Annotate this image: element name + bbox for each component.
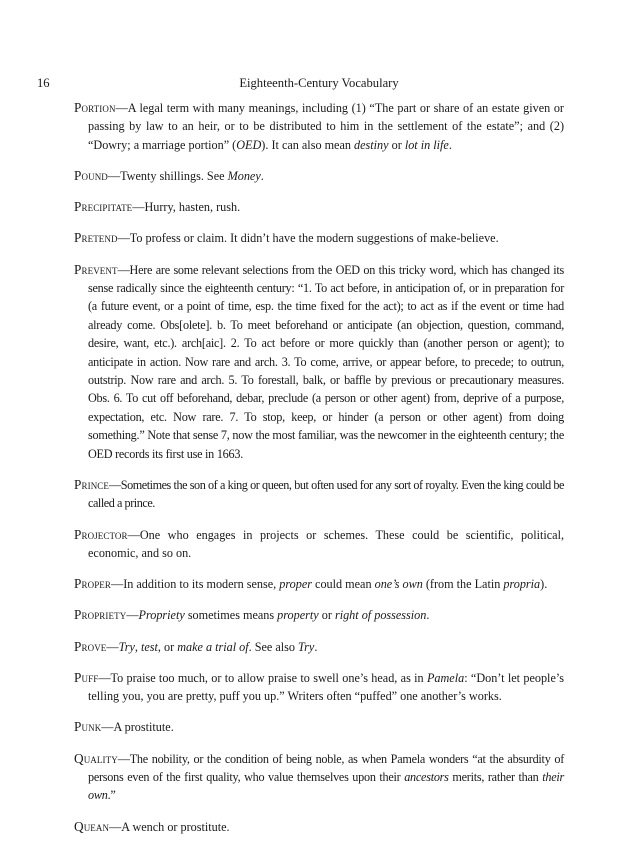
entry-text: —Hurry, hasten, rush.: [132, 200, 241, 215]
entry-text: . See also: [248, 639, 299, 654]
entry-text: or: [318, 608, 335, 623]
entry-text: —A wench or prostitute.: [109, 819, 230, 834]
entry-text: —To profess or claim. It didn’t have the modern suggestions of make-believe.: [117, 231, 499, 246]
entry-text: .: [260, 169, 264, 184]
entry-text: —Here are some relevant selections from the OED on this tricky word, which has changed its sense radically since the eighteenth century: “1. To act before, in anticipation of, or in preparation for (a future event, or a point of time, esp. the time fixed for the act); to act as if the event or time had already come. Obs[olete]. b. To meet beforehand or anticipate (an objection, question, command, desire, want, etc.). arch[aic]. 2. To act before or more quickly than (another person or agent); to anticipate in action. Now rare and arch. 3. To come, arrive, or appear before, to precede; to outrun, outstrip. Now rare and arch. 5. To forestall, balk, or baffle by previous or precautionary measures. Obs. 6. To cut off beforehand, debar, preclude (a person or other agent) from, deprive of a purpose, expectation, etc. Now rare. 7. To stop, keep, or hinder (a person or other agent) from doing something.” Note that sense 7, now the most familiar, was the newcomer in the eighteenth century; the OED records its first use in 1663.: [88, 262, 564, 461]
entry-text: sometimes means: [184, 608, 278, 623]
glossary-entry-prove: [74, 638, 564, 656]
entry-text: .: [426, 608, 430, 623]
glossary-entry-pound: [74, 167, 564, 185]
glossary-entry-projector: [74, 526, 564, 563]
entry-term: Quality: [74, 750, 118, 766]
entry-italic-text: Propriety: [138, 608, 185, 623]
entry-text: ).: [540, 577, 548, 592]
entry-text: —A prostitute.: [101, 720, 174, 735]
entry-text: —One who engages in projects or schemes. These could be scientific, political, economic, and so on.: [88, 527, 564, 560]
entry-italic-text: one’s own: [374, 577, 423, 592]
entry-italic-text: test: [140, 639, 158, 654]
entry-text: .: [314, 639, 318, 654]
glossary-entry-prevent: [74, 261, 564, 463]
glossary-entry-portion: [74, 99, 564, 154]
entry-term: Prince: [74, 476, 109, 492]
entry-italic-text: their own: [88, 769, 564, 803]
entry-text: ). It can also mean: [261, 137, 355, 152]
glossary-entry-quean: [74, 818, 564, 836]
running-title: Eighteenth-Century Vocabulary: [239, 76, 399, 90]
entry-italic-text: make a trial of: [177, 639, 249, 654]
entry-term: Precipitate: [74, 199, 133, 215]
entry-text: : “Don’t let people’s telling you, you are pretty, puff you up.” Writers often “puffed” one another’s works.: [88, 670, 564, 704]
entry-text: (from the Latin: [422, 577, 504, 592]
entry-text: could mean: [311, 577, 375, 592]
entry-italic-text: propria: [503, 577, 541, 592]
entry-text: —A legal term with many meanings, including (1) “The part or share of an estate given or passing by law to an heir, or to be distributed to him in the settlement of the estate”; and (2) “Dowry; a marriage portion” (: [88, 101, 564, 152]
entry-term: Prove: [74, 638, 107, 654]
entry-text: —: [126, 608, 139, 623]
entry-text: , or: [157, 639, 178, 654]
entry-text: ,: [134, 639, 141, 654]
entry-italic-text: destiny: [354, 137, 389, 152]
entry-italic-text: ancestors: [404, 769, 449, 784]
glossary-entry-propriety: [74, 606, 564, 624]
page-header: [37, 76, 601, 92]
page-number: 16: [37, 76, 50, 90]
entry-italic-text: Try: [298, 639, 315, 654]
entry-text: —To praise too much, or to allow praise to swell one’s head, as in: [98, 670, 427, 685]
entry-term: Projector: [74, 526, 128, 542]
glossary-entry-precipitate: [74, 198, 564, 216]
glossary-entry-quality: [74, 750, 564, 805]
glossary-entry-punk: [74, 718, 564, 736]
glossary-entries: [74, 99, 564, 849]
entry-term: Prevent: [74, 261, 118, 277]
entry-italic-text: lot in life: [404, 137, 449, 152]
entry-text: or: [388, 137, 405, 152]
entry-term: Portion: [74, 100, 116, 115]
glossary-entry-pretend: [74, 229, 564, 247]
entry-text: —Twenty shillings. See: [107, 169, 228, 184]
entry-italic-text: property: [277, 608, 319, 623]
entry-term: Pretend: [74, 230, 118, 246]
entry-text: merits, rather than: [448, 769, 543, 784]
entry-term: Puff: [74, 669, 99, 685]
glossary-entry-proper: [74, 575, 564, 593]
entry-term: Punk: [74, 719, 102, 735]
entry-text: —: [106, 639, 119, 654]
entry-italic-text: Pamela: [426, 670, 465, 685]
entry-italic-text: Money: [227, 169, 261, 184]
entry-term: Proper: [74, 576, 112, 592]
glossary-entry-puff: [74, 669, 564, 706]
entry-italic-text: right of possession: [334, 608, 427, 623]
glossary-entry-prince: [74, 476, 564, 513]
entry-italic-text: OED: [236, 137, 262, 152]
entry-text: .”: [107, 788, 116, 803]
entry-italic-text: proper: [279, 577, 312, 592]
entry-text: .: [448, 137, 452, 152]
entry-text: —The nobility, or the condition of being noble, as when Pamela wonders “at the absurdity of persons even of the first quality, who value themselves upon their: [88, 751, 564, 784]
entry-text: —Sometimes the son of a king or queen, but often used for any sort of royalty. Even the king could be called a prince.: [88, 477, 564, 511]
entry-italic-text: Try: [118, 639, 135, 654]
entry-text: —In addition to its modern sense,: [111, 577, 280, 592]
entry-term: Propriety: [74, 607, 127, 623]
entry-term: Pound: [74, 168, 108, 184]
entry-term: Quean: [74, 818, 110, 834]
